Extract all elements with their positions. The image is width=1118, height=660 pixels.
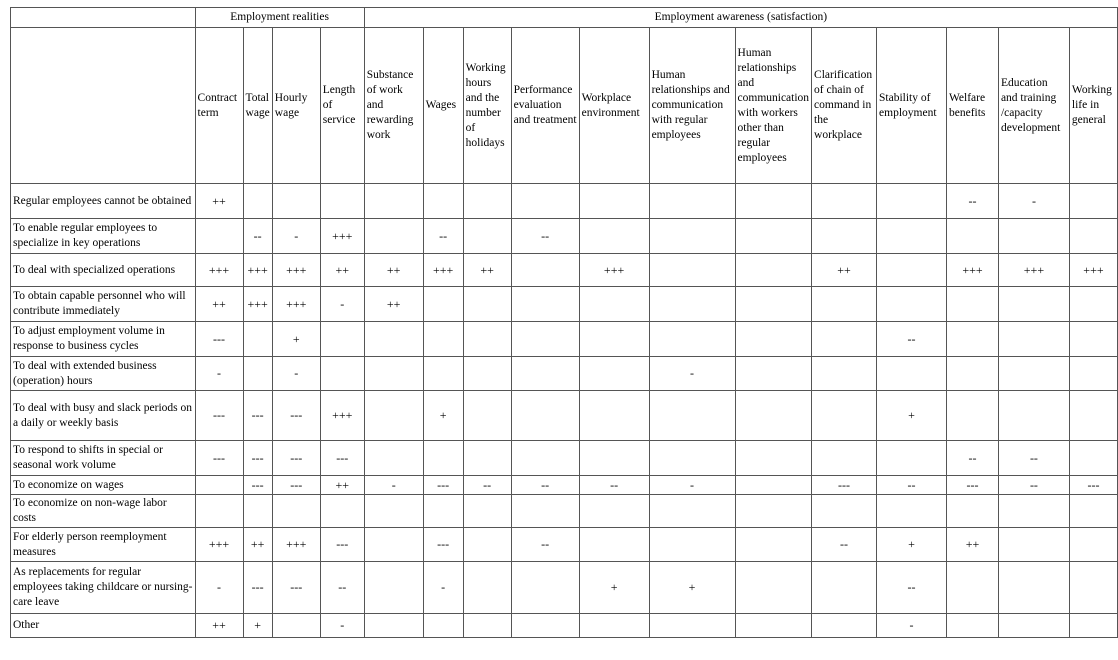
table-row — [11, 495, 1118, 528]
table-row — [11, 441, 1118, 476]
table-cell: - — [423, 562, 463, 614]
table-cell — [320, 357, 364, 391]
table-cell: -- — [877, 476, 947, 495]
table-cell — [243, 184, 272, 219]
table-cell — [579, 184, 649, 219]
table-cell — [998, 495, 1069, 528]
table-cell — [195, 476, 243, 495]
table-cell: +++ — [272, 528, 320, 562]
table-cell: - — [272, 219, 320, 254]
table-cell: -- — [877, 322, 947, 357]
table-cell — [243, 357, 272, 391]
table-cell — [320, 184, 364, 219]
table-cell — [998, 322, 1069, 357]
col-header: Education and training /capacity development — [998, 28, 1069, 184]
table-cell — [463, 441, 511, 476]
table-cell: + — [423, 391, 463, 441]
table-cell — [1069, 322, 1117, 357]
table-cell: +++ — [1069, 254, 1117, 287]
row-label: Regular employees cannot be obtained — [11, 184, 196, 219]
table-cell: -- — [511, 528, 579, 562]
table-cell: -- — [511, 476, 579, 495]
row-label: To enable regular employees to specialize in key operations — [11, 219, 196, 254]
row-label: To economize on non-wage labor costs — [11, 495, 196, 528]
table-cell: --- — [320, 441, 364, 476]
table-row — [11, 357, 1118, 391]
table-cell: --- — [195, 441, 243, 476]
table-cell — [364, 614, 423, 638]
table-cell: + — [877, 528, 947, 562]
table-cell: - — [649, 357, 735, 391]
table-cell — [511, 391, 579, 441]
table-cell: - — [195, 357, 243, 391]
table-cell — [998, 562, 1069, 614]
table-cell: +++ — [947, 254, 999, 287]
table-cell — [877, 441, 947, 476]
table-cell — [1069, 287, 1117, 322]
table-cell: ++ — [463, 254, 511, 287]
table-cell — [1069, 495, 1117, 528]
table-cell — [511, 441, 579, 476]
table-cell — [877, 287, 947, 322]
table-cell — [998, 219, 1069, 254]
table-cell — [735, 528, 812, 562]
table-cell — [735, 184, 812, 219]
row-label: Other — [11, 614, 196, 638]
table-cell: ++ — [195, 287, 243, 322]
table-cell — [511, 287, 579, 322]
table-cell: --- — [243, 476, 272, 495]
table-cell: -- — [511, 219, 579, 254]
table-cell — [463, 495, 511, 528]
table-cell — [579, 495, 649, 528]
row-label-header — [11, 28, 196, 184]
table-row — [11, 254, 1118, 287]
table-cell — [947, 357, 999, 391]
table-cell — [423, 184, 463, 219]
table-cell — [812, 495, 877, 528]
table-cell: --- — [195, 391, 243, 441]
table-cell: -- — [947, 441, 999, 476]
table-cell: ++ — [195, 614, 243, 638]
table-cell — [947, 322, 999, 357]
table-cell: - — [649, 476, 735, 495]
table-cell: ++ — [364, 287, 423, 322]
table-cell — [947, 495, 999, 528]
table-cell: +++ — [423, 254, 463, 287]
table-cell: +++ — [243, 254, 272, 287]
table-cell — [579, 391, 649, 441]
table-cell — [1069, 184, 1117, 219]
table-cell — [320, 495, 364, 528]
table-cell — [735, 287, 812, 322]
table-cell — [463, 391, 511, 441]
table-cell — [649, 219, 735, 254]
col-header: Hourly wage — [272, 28, 320, 184]
table-cell — [511, 495, 579, 528]
table-cell — [195, 495, 243, 528]
col-header: Working life in general — [1069, 28, 1117, 184]
table-cell: +++ — [243, 287, 272, 322]
row-label: For elderly person reemployment measures — [11, 528, 196, 562]
table-cell: + — [877, 391, 947, 441]
table-cell: +++ — [998, 254, 1069, 287]
table-cell — [649, 391, 735, 441]
table-cell: --- — [272, 476, 320, 495]
table-cell — [243, 322, 272, 357]
col-header: Substance of work and rewarding work — [364, 28, 423, 184]
table-cell: --- — [423, 528, 463, 562]
table-cell — [511, 322, 579, 357]
table-cell — [579, 441, 649, 476]
col-header: Contract term — [195, 28, 243, 184]
col-header: Working hours and the number of holidays — [463, 28, 511, 184]
table-cell — [735, 562, 812, 614]
table-cell: ++ — [364, 254, 423, 287]
table-cell — [998, 357, 1069, 391]
table-cell: - — [320, 287, 364, 322]
row-label: To obtain capable personnel who will contribute immediately — [11, 287, 196, 322]
table-cell — [423, 322, 463, 357]
table-cell: -- — [579, 476, 649, 495]
table-row — [11, 476, 1118, 495]
row-label: To deal with extended business (operation) hours — [11, 357, 196, 391]
table-cell — [511, 254, 579, 287]
table-cell — [423, 614, 463, 638]
table-row — [11, 528, 1118, 562]
table-cell — [812, 391, 877, 441]
table-cell — [463, 322, 511, 357]
table-cell — [463, 528, 511, 562]
table-cell: +++ — [195, 528, 243, 562]
table-cell — [1069, 219, 1117, 254]
table-cell: -- — [320, 562, 364, 614]
group-employment-awareness: Employment awareness (satisfaction) — [364, 8, 1117, 28]
table-cell — [735, 495, 812, 528]
table-cell: --- — [243, 391, 272, 441]
table-cell: -- — [998, 476, 1069, 495]
table-cell: --- — [812, 476, 877, 495]
table-cell — [364, 495, 423, 528]
table-cell — [877, 184, 947, 219]
col-header: Total wage — [243, 28, 272, 184]
table-cell — [812, 184, 877, 219]
table-cell — [364, 322, 423, 357]
table-cell — [463, 562, 511, 614]
col-header: Wages — [423, 28, 463, 184]
table-cell — [649, 322, 735, 357]
column-header-row — [11, 28, 1118, 184]
table-cell — [579, 528, 649, 562]
table-cell — [195, 219, 243, 254]
table-cell: -- — [998, 441, 1069, 476]
table-cell — [649, 184, 735, 219]
col-header: Stability of employment — [877, 28, 947, 184]
table-cell — [649, 441, 735, 476]
table-cell — [1069, 614, 1117, 638]
table-cell — [812, 287, 877, 322]
table-cell — [423, 287, 463, 322]
table-cell — [649, 495, 735, 528]
row-label: To respond to shifts in special or seasonal work volume — [11, 441, 196, 476]
table-cell — [649, 614, 735, 638]
table-cell — [579, 357, 649, 391]
table-cell — [1069, 357, 1117, 391]
table-cell: --- — [320, 528, 364, 562]
table-cell — [947, 287, 999, 322]
table-cell — [579, 219, 649, 254]
table-cell: --- — [243, 562, 272, 614]
table-cell: --- — [1069, 476, 1117, 495]
table-cell — [947, 391, 999, 441]
table-cell: ++ — [320, 254, 364, 287]
table-cell: --- — [272, 562, 320, 614]
table-cell: + — [579, 562, 649, 614]
col-header: Length of service — [320, 28, 364, 184]
group-employment-realities: Employment realities — [195, 8, 364, 28]
table-cell — [735, 254, 812, 287]
table-cell: +++ — [195, 254, 243, 287]
table-cell — [463, 287, 511, 322]
row-label: To deal with specialized operations — [11, 254, 196, 287]
table-cell — [812, 562, 877, 614]
table-cell — [364, 562, 423, 614]
table-cell — [877, 254, 947, 287]
table-cell: - — [998, 184, 1069, 219]
table-cell: --- — [243, 441, 272, 476]
corner-cell — [11, 8, 196, 28]
table-cell — [511, 562, 579, 614]
table-cell — [812, 357, 877, 391]
table-cell: --- — [272, 441, 320, 476]
table-cell — [735, 614, 812, 638]
table-cell — [423, 441, 463, 476]
table-cell — [998, 528, 1069, 562]
table-cell: +++ — [272, 287, 320, 322]
table-cell: --- — [423, 476, 463, 495]
table-cell: - — [195, 562, 243, 614]
col-header: Welfare benefits — [947, 28, 999, 184]
table-cell — [877, 357, 947, 391]
table-cell — [998, 287, 1069, 322]
table-cell — [947, 614, 999, 638]
table-cell — [364, 184, 423, 219]
table-row — [11, 322, 1118, 357]
table-cell: - — [272, 357, 320, 391]
table-cell — [998, 391, 1069, 441]
table-cell — [998, 614, 1069, 638]
table-cell — [947, 562, 999, 614]
table-cell: +++ — [320, 391, 364, 441]
table-cell — [877, 495, 947, 528]
table-cell: +++ — [320, 219, 364, 254]
col-header: Human relationships and communication with workers other than regular employees — [735, 28, 812, 184]
table-cell — [364, 391, 423, 441]
table-cell — [272, 614, 320, 638]
table-cell — [649, 528, 735, 562]
table-cell — [735, 357, 812, 391]
table-cell: -- — [877, 562, 947, 614]
table-cell — [735, 441, 812, 476]
col-header: Workplace environment — [579, 28, 649, 184]
table-cell — [423, 495, 463, 528]
table-cell — [463, 184, 511, 219]
table-cell — [463, 614, 511, 638]
row-label: To deal with busy and slack periods on a daily or weekly basis — [11, 391, 196, 441]
table-cell: + — [272, 322, 320, 357]
table-cell — [1069, 441, 1117, 476]
table-cell: + — [649, 562, 735, 614]
table-cell — [272, 184, 320, 219]
table-cell: -- — [947, 184, 999, 219]
table-cell — [423, 357, 463, 391]
table-cell — [364, 219, 423, 254]
table-cell: ++ — [812, 254, 877, 287]
table-cell — [511, 357, 579, 391]
table-cell: +++ — [579, 254, 649, 287]
table-row — [11, 562, 1118, 614]
table-cell — [812, 614, 877, 638]
table-cell: --- — [272, 391, 320, 441]
table-cell — [947, 219, 999, 254]
table-row — [11, 614, 1118, 638]
table-cell — [579, 614, 649, 638]
table-cell: - — [320, 614, 364, 638]
table-row — [11, 287, 1118, 322]
table-cell — [364, 528, 423, 562]
table-cell — [735, 219, 812, 254]
table-cell — [812, 322, 877, 357]
col-header: Clarification of chain of command in the workplace — [812, 28, 877, 184]
table-body — [11, 184, 1118, 638]
table-cell — [877, 219, 947, 254]
table-cell — [364, 441, 423, 476]
table-cell: -- — [423, 219, 463, 254]
table-cell — [579, 287, 649, 322]
row-label: To adjust employment volume in response to business cycles — [11, 322, 196, 357]
table-cell — [320, 322, 364, 357]
table-cell: -- — [243, 219, 272, 254]
col-header: Performance evaluation and treatment — [511, 28, 579, 184]
table-cell: ++ — [947, 528, 999, 562]
group-header-row — [11, 8, 1118, 28]
table-cell — [1069, 562, 1117, 614]
table-cell: -- — [463, 476, 511, 495]
table-cell — [364, 357, 423, 391]
table-cell: + — [243, 614, 272, 638]
table-cell — [511, 184, 579, 219]
table-cell — [812, 219, 877, 254]
table-cell: --- — [947, 476, 999, 495]
table-cell: ++ — [243, 528, 272, 562]
row-label: As replacements for regular employees taking childcare or nursing-care leave — [11, 562, 196, 614]
table-cell — [812, 441, 877, 476]
table-cell — [579, 322, 649, 357]
table-cell — [735, 476, 812, 495]
table-cell — [735, 391, 812, 441]
employment-table — [10, 7, 1118, 638]
table-row — [11, 391, 1118, 441]
table-cell: - — [364, 476, 423, 495]
table-cell — [735, 322, 812, 357]
table-cell — [1069, 528, 1117, 562]
table-cell — [511, 614, 579, 638]
table-cell — [463, 357, 511, 391]
table-cell: -- — [812, 528, 877, 562]
table-row — [11, 184, 1118, 219]
table-cell — [272, 495, 320, 528]
row-label: To economize on wages — [11, 476, 196, 495]
col-header: Human relationships and communication with regular employees — [649, 28, 735, 184]
table-cell — [243, 495, 272, 528]
table-row — [11, 219, 1118, 254]
table-cell — [1069, 391, 1117, 441]
table-cell — [463, 219, 511, 254]
table-cell: +++ — [272, 254, 320, 287]
table-cell — [649, 254, 735, 287]
table-cell: ++ — [195, 184, 243, 219]
table-cell: - — [877, 614, 947, 638]
table-cell: --- — [195, 322, 243, 357]
table-cell: ++ — [320, 476, 364, 495]
table-cell — [649, 287, 735, 322]
